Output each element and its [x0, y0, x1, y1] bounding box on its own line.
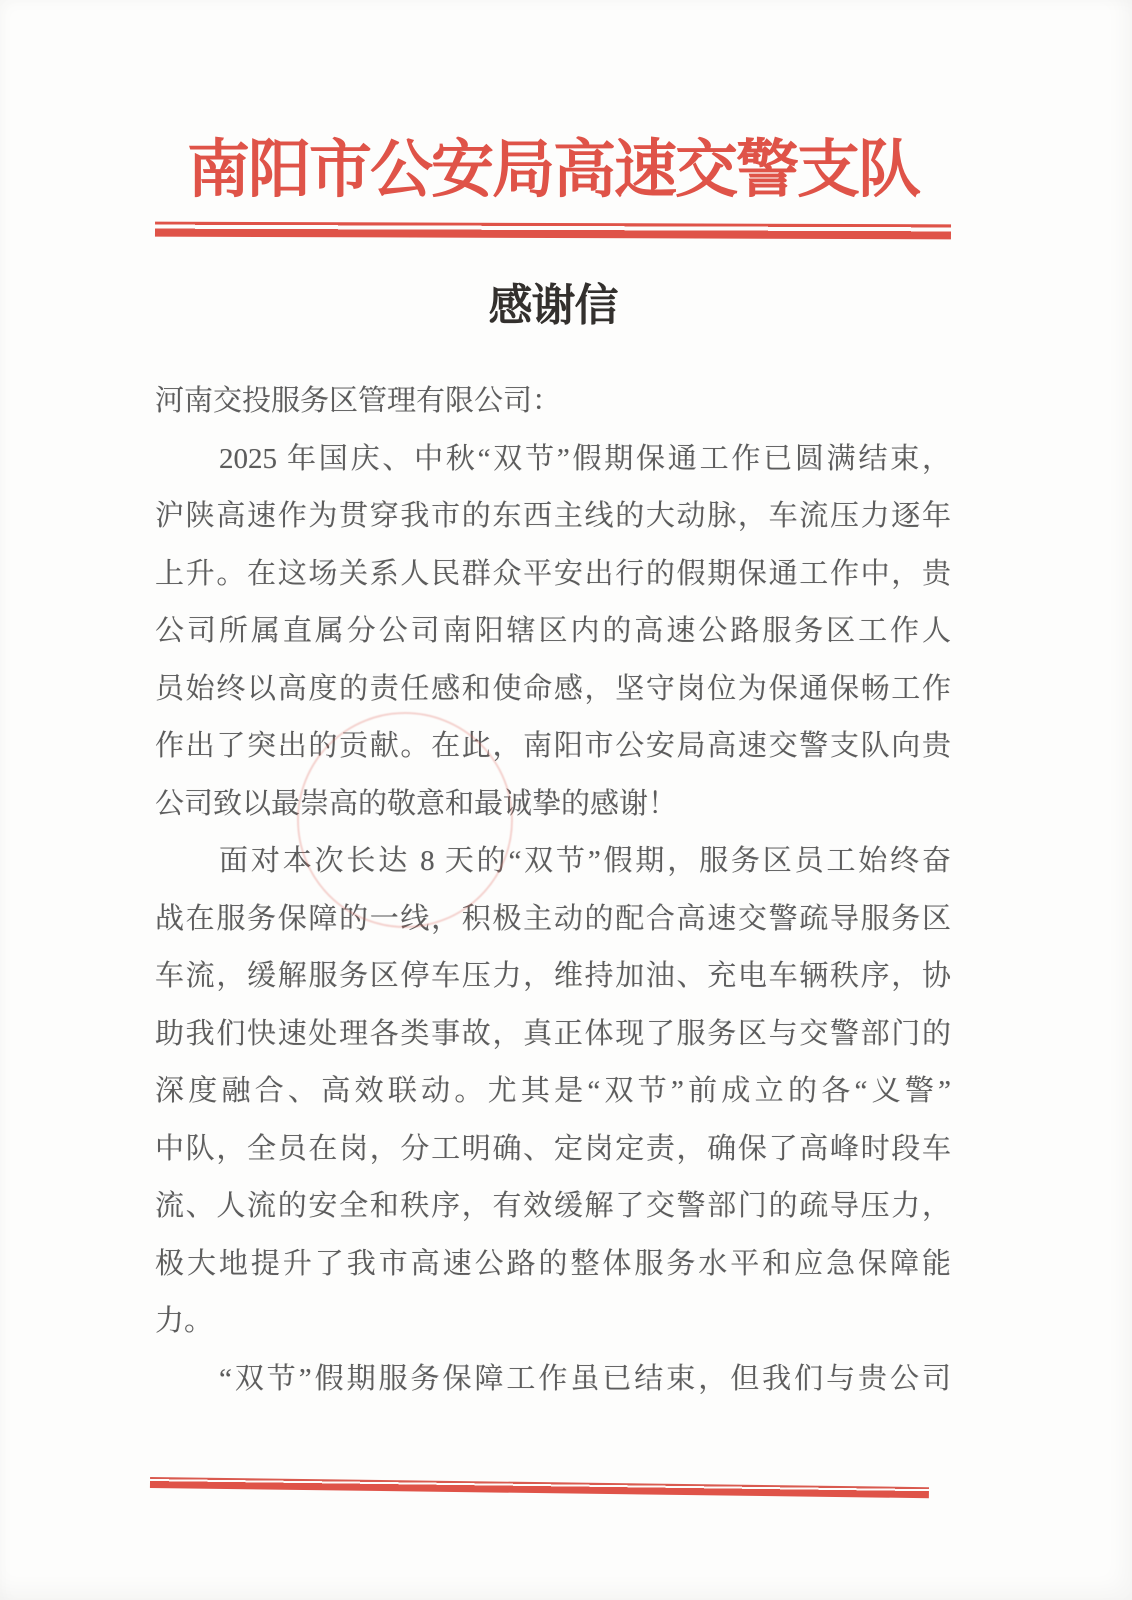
salutation-line: 河南交投服务区管理有限公司：	[155, 385, 562, 418]
letter-body	[155, 373, 951, 1408]
body-line: “双节”假期服务保障工作虽已结束，但我们与贵公司	[219, 1362, 951, 1395]
body-line: 中队，全员在岗，分工明确、定岗定责，确保了高峰时段车	[155, 1132, 951, 1165]
body-line: 员始终以高度的责任感和使命感，坚守岗位为保通保畅工作	[155, 672, 951, 705]
letter-content	[155, 0, 951, 1408]
body-line: 力。	[155, 1305, 214, 1338]
body-line: 公司致以最崇高的敬意和最诚挚的感谢！	[155, 787, 678, 820]
body-line: 面对本次长达 8 天的“双节”假期，服务区员工始终奋	[219, 845, 951, 878]
document-title: 感谢信	[488, 281, 618, 331]
body-line: 流、人流的安全和秩序，有效缓解了交警部门的疏导压力，	[155, 1190, 951, 1223]
letterhead-double-rule	[155, 222, 951, 240]
letter-body-lines	[155, 431, 951, 1409]
body-line: 沪陕高速作为贯穿我市的东西主线的大动脉，车流压力逐年	[155, 500, 951, 533]
body-line: 作出了突出的贡献。在此，南阳市公安局高速交警支队向贵	[155, 730, 951, 763]
body-line: 公司所属直属分公司南阳辖区内的高速公路服务区工作人	[155, 615, 951, 648]
body-line: 上升。在这场关系人民群众平安出行的假期保通工作中，贵	[155, 557, 951, 590]
body-line: 2025 年国庆、中秋“双节”假期保通工作已圆满结束，	[219, 442, 951, 475]
body-line: 车流，缓解服务区停车压力，维持加油、充电车辆秩序，协	[155, 960, 951, 993]
footer-rule	[150, 1477, 929, 1498]
letterhead-title: 南阳市公安局高速交警支队	[187, 135, 919, 205]
body-line: 助我们快速处理各类事故，真正体现了服务区与交警部门的	[155, 1017, 951, 1050]
body-line: 战在服务保障的一线，积极主动的配合高速交警疏导服务区	[155, 902, 951, 935]
body-line: 极大地提升了我市高速公路的整体服务水平和应急保障能	[155, 1247, 951, 1280]
body-line: 深度融合、高效联动。尤其是“双节”前成立的各“义警”	[155, 1075, 951, 1108]
